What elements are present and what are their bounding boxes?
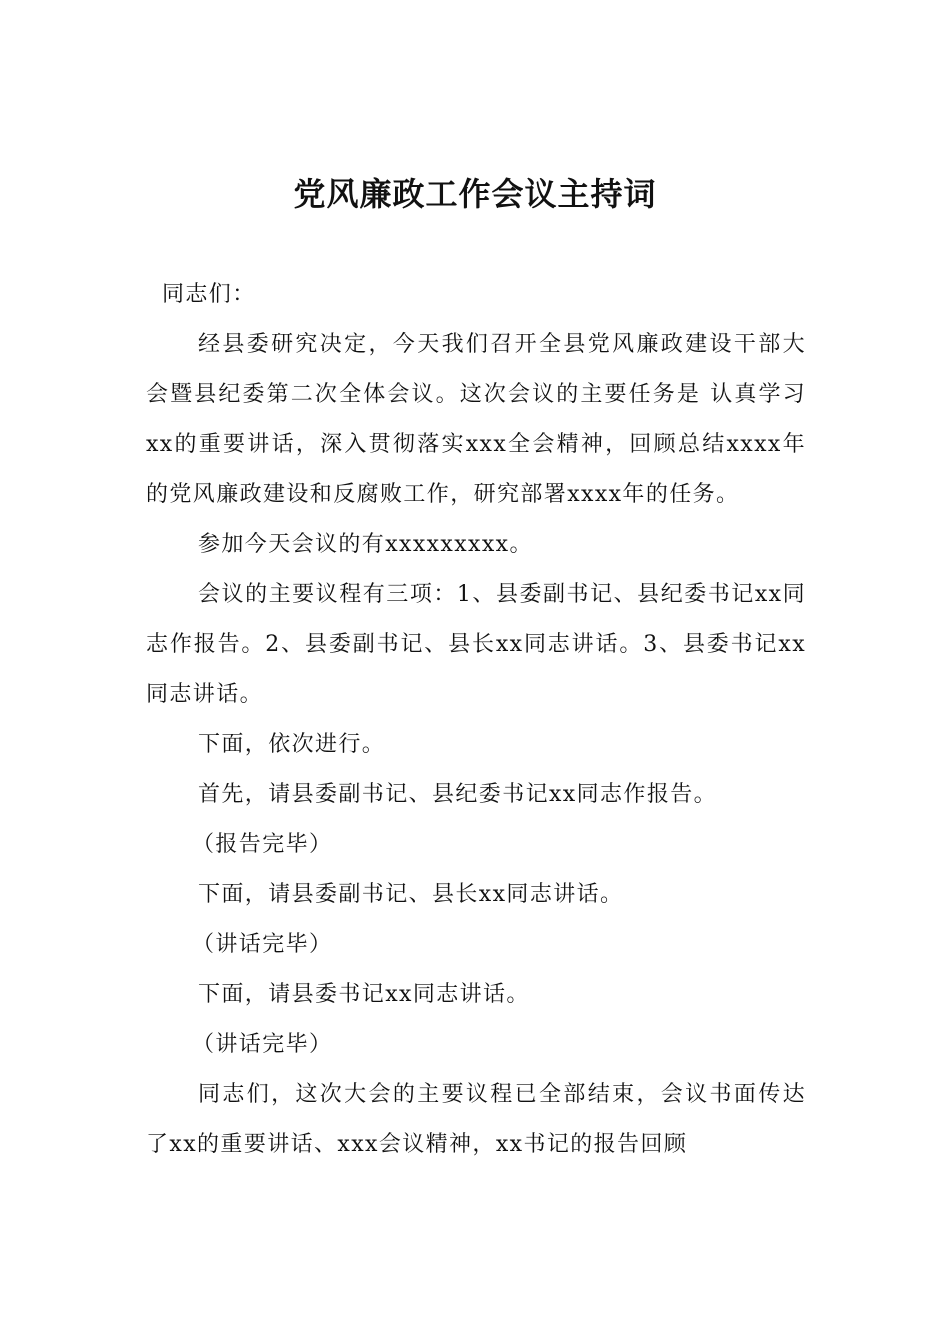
paragraph-opening: 经县委研究决定，今天我们召开全县党风廉政建设干部大会暨县纪委第二次全体会议。这次会议的主要任务是 认真学习xx的重要讲话，深入贯彻落实xxx全会精神，回顾总结xxxx年的党风廉政建设和反腐败工作，研究部署xxxx年的任务。 xyxy=(146,332,806,507)
document-title: 党风廉政工作会议主持词 xyxy=(293,175,657,213)
paragraph-proceed: 下面，依次进行。 xyxy=(198,732,386,757)
paragraph-agenda: 会议的主要议程有三项：1、县委副书记、县纪委书记xx同志作报告。2、县委副书记、县长xx同志讲话。3、县委书记xx同志讲话。 xyxy=(146,582,806,707)
paragraph-attendees: 参加今天会议的有xxxxxxxxx。 xyxy=(198,532,533,557)
paragraph-speech-done-2: （讲话完毕） xyxy=(192,1032,333,1057)
document-body xyxy=(146,270,806,1170)
paragraph-speech-done-1: （讲话完毕） xyxy=(192,932,333,957)
paragraph-third-speech: 下面，请县委书记xx同志讲话。 xyxy=(198,982,530,1007)
paragraph-closing: 同志们，这次大会的主要议程已全部结束，会议书面传达了xx的重要讲话、xxx会议精神，xx书记的报告回顾 xyxy=(146,1082,806,1157)
paragraph-second-speech: 下面，请县委副书记、县长xx同志讲话。 xyxy=(198,882,624,907)
paragraph-report-done: （报告完毕） xyxy=(192,832,333,857)
paragraph-first-report: 首先，请县委副书记、县纪委书记xx同志作报告。 xyxy=(198,782,718,807)
salutation: 同志们： xyxy=(162,282,256,307)
